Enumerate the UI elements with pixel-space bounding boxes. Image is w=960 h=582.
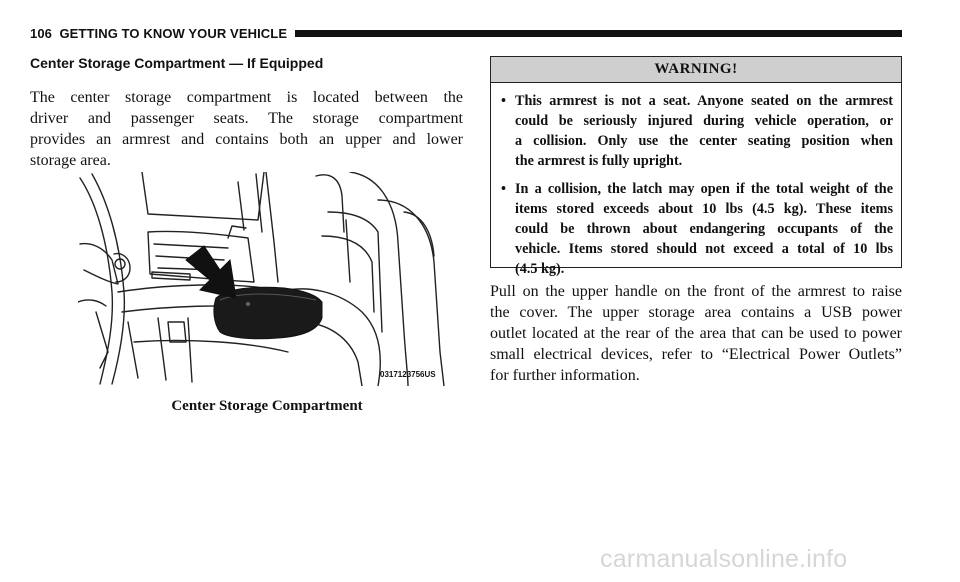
watermark: carmanualsonline.info (600, 545, 848, 573)
warning-line: This armrest is not a seat. Anyone seated on the armrest (515, 93, 893, 109)
warning-line: (4.5 kg). (515, 261, 565, 277)
armrest-paragraph (490, 281, 902, 386)
intro-paragraph (30, 87, 463, 171)
warning-line: could be thrown about endangering occupants of the (515, 221, 893, 237)
paragraph-line: Pull on the upper handle on the front of the armrest to raise (490, 283, 902, 300)
warning-line: vehicle. Items stored should not exceed a total of 10 lbs (515, 241, 893, 257)
header-rule (295, 30, 902, 37)
center-storage-illustration (78, 172, 446, 386)
paragraph-line: small electrical devices, refer to “Electrical Power Outlets” (490, 346, 902, 363)
warning-line: the armrest is fully upright. (515, 153, 683, 169)
warning-line: could be seriously injured during vehicle operation, or (515, 113, 893, 129)
bullet: • (501, 93, 506, 109)
warning-line: a collision. Only use the center seating position when (515, 133, 893, 149)
page-header (30, 24, 902, 42)
paragraph-line: outlet located at the rear of the area that can be used to power (490, 325, 902, 342)
paragraph-line: for further information. (490, 367, 640, 384)
header-text (30, 26, 287, 41)
page-number: 106 (30, 25, 52, 41)
figure-caption: Center Storage Compartment (171, 398, 363, 414)
warning-item (499, 179, 893, 279)
section-title: Center Storage Compartment — If Equipped (30, 55, 324, 71)
intro-line: driver and passenger seats. The storage compartment (30, 110, 463, 127)
intro-line: The center storage compartment is located between the (30, 89, 463, 106)
intro-line: storage area. (30, 152, 111, 169)
warning-list (491, 83, 901, 279)
warning-item (499, 91, 893, 171)
warning-line: items stored exceeds about 10 lbs (4.5 kg). These items (515, 201, 893, 217)
bullet: • (501, 181, 506, 197)
warning-heading: WARNING! (491, 57, 901, 83)
figure-code: 0317123756US (380, 370, 436, 379)
paragraph-line: the cover. The upper storage area contains a USB power (490, 304, 902, 321)
section-name: GETTING TO KNOW YOUR VEHICLE (59, 25, 288, 41)
warning-box (490, 56, 902, 277)
warning-line: In a collision, the latch may open if the total weight of the (515, 181, 893, 197)
intro-line: provides an armrest and contains both an upper and lower (30, 131, 463, 148)
